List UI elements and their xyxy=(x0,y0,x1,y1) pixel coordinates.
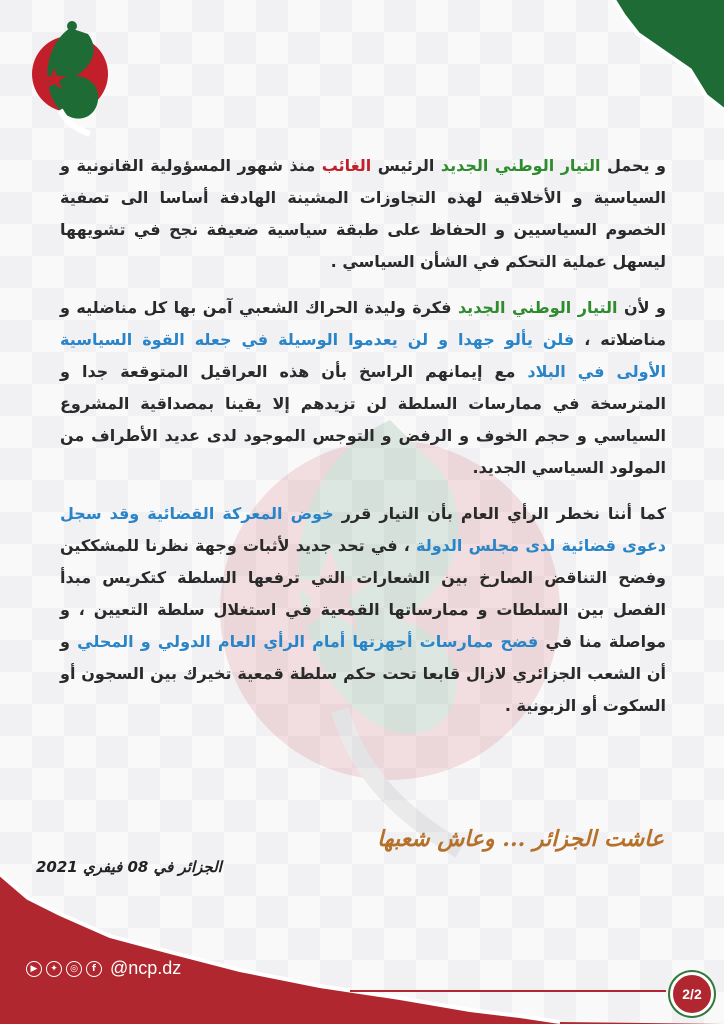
blue-highlight: فلن يألو جهدا و لن يعدموا الوسيلة في جعله القوة السياسية الأولى في البلاد xyxy=(60,330,667,381)
corner-decoration-bottom xyxy=(0,874,724,1024)
page-number-badge: 2/2 xyxy=(670,972,714,1016)
social-handle[interactable]: @ncp.dz xyxy=(110,958,182,978)
dateline: الجزائر في 08 فيفري 2021 xyxy=(36,858,222,876)
party-logo xyxy=(26,18,114,138)
closing-slogan: عاشت الجزائر ... وعاش شعبها xyxy=(377,826,664,852)
social-links xyxy=(26,958,181,979)
blue-highlight: فضح ممارسات أجهزتها أمام الرأي العام الدولي و المحلي xyxy=(77,632,539,651)
paragraph: و يحمل التيار الوطني الجديد الرئيس الغائب منذ شهور المسؤولية القانونية و السياسية و الأخلاقية لهذه التجاوزات المشينة الهادفة أساسا الى تصفية الخصوم السياسيين و الحفاظ على طبقة سياسية ضعيفة نجح في تشويهها ليسهل عملية التحكم في الشأن السياسي . xyxy=(60,156,666,271)
paragraph: كما أننا نخطر الرأي العام بأن التيار قرر خوض المعركة القضائية وقد سجل دعوى قضائية لدى مجلس الدولة ، في تحد جديد لأثبات وجهة نظرنا للمشككين وفضح التناقض الصارخ بين الشعارات التي ترفعها السلطة كتكريس مبدأ الفصل بين السلطات و ممارساتها القمعية في استغلال سلطة التعيين ، و مواصلة منا في فضح ممارسات أجهزتها أمام الرأي العام الدولي و المحلي و أن الشعب الجزائري لازال قابعا تحت حكم سلطة قمعية تخيرك بين السجون أو السكوت أو الزبونية . xyxy=(60,504,667,715)
blue-highlight: خوض المعركة القضائية وقد سجل دعوى قضائية لدى مجلس الدولة xyxy=(60,504,666,555)
instagram-icon[interactable]: ◎ xyxy=(66,961,82,977)
party-name-highlight: التيار الوطني الجديد xyxy=(440,156,601,175)
youtube-icon[interactable]: ▶ xyxy=(26,961,42,977)
corner-decoration-top-right xyxy=(594,0,724,110)
facebook-icon[interactable]: f xyxy=(86,961,102,977)
statement-body xyxy=(60,150,666,736)
twitter-icon[interactable]: ✦ xyxy=(46,961,62,977)
absent-highlight: الغائب xyxy=(321,156,372,175)
party-name-highlight: التيار الوطني الجديد xyxy=(457,298,618,317)
footer-divider xyxy=(350,990,666,992)
paragraph: و لأن التيار الوطني الجديد فكرة وليدة الحراك الشعبي آمن بها كل مناضليه و مناضلاته ، فلن يألو جهدا و لن يعدموا الوسيلة في جعله القوة السياسية الأولى في البلاد مع إيمانهم الراسخ بأن هذه العراقيل المتوقعة جدا و المترسخة في ممارسات السلطة لن تزيدهم إلا يقينا بمصداقية المشروع السياسي و حجم الخوف و الرفض و التوجس الموجود لدى عديد الأطراف من المولود السياسي الجديد. xyxy=(60,298,667,477)
